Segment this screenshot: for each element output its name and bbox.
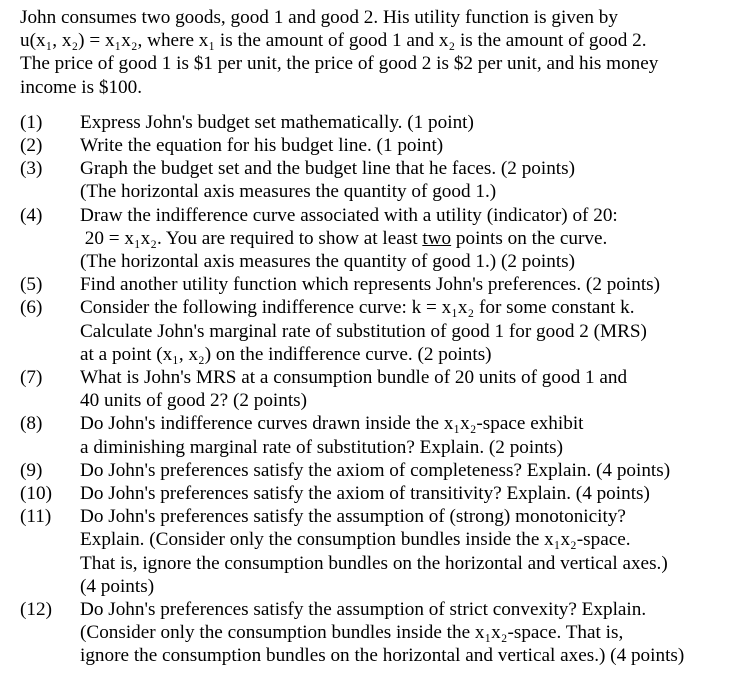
question-number: (1)	[20, 111, 43, 133]
question-text	[80, 134, 725, 157]
question-line: (Consider only the consumption bundles inside the x₁x₂-space. That is,	[80, 622, 624, 644]
intro-line: u(x₁, x₂) = x₁x₂, where x₁ is the amount of good 1 and x₂ is the amount of good 2.	[20, 30, 647, 52]
question-7	[20, 366, 725, 412]
question-11	[20, 505, 725, 598]
question-line	[80, 227, 725, 250]
question-line-part: points on the curve.	[451, 227, 608, 249]
question-line: Do John's indifference curves drawn inside the x₁x₂-space exhibit	[80, 413, 584, 435]
question-line: at a point (x₁, x₂) on the indifference curve. (2 points)	[80, 343, 492, 365]
question-line-part: 20 = x₁x₂. You are required to show at least	[84, 227, 423, 249]
question-number: (4)	[20, 204, 43, 226]
question-line: ignore the consumption bundles on the horizontal and vertical axes.) (4 points)	[80, 645, 685, 667]
question-line: Express John's budget set mathematically. (1 point)	[80, 111, 474, 133]
question-line: Do John's preferences satisfy the axiom of transitivity? Explain. (4 points)	[80, 483, 650, 505]
question-5	[20, 273, 725, 296]
question-text	[80, 296, 725, 366]
question-text	[80, 482, 725, 505]
question-line: 40 units of good 2? (2 points)	[80, 390, 308, 412]
question-text	[80, 412, 725, 458]
intro-line: The price of good 1 is $1 per unit, the price of good 2 is $2 per unit, and his money	[20, 53, 659, 75]
question-number: (9)	[20, 459, 43, 481]
question-number: (12)	[20, 599, 52, 621]
intro-line: income is $100.	[20, 76, 143, 98]
question-2	[20, 134, 725, 157]
question-line: Calculate John's marginal rate of substitution of good 1 for good 2 (MRS)	[80, 320, 647, 342]
question-line: (The horizontal axis measures the quantity of good 1.) (2 points)	[80, 251, 576, 273]
question-line: Draw the indifference curve associated with a utility (indicator) of 20:	[80, 204, 618, 226]
question-text	[80, 598, 725, 668]
question-line: Find another utility function which represents John's preferences. (2 points)	[80, 274, 661, 296]
question-text	[80, 505, 725, 598]
question-4	[20, 204, 725, 274]
question-text	[80, 111, 725, 134]
question-number: (7)	[20, 367, 43, 389]
question-number: (2)	[20, 135, 43, 157]
question-10	[20, 482, 725, 505]
question-number: (6)	[20, 297, 43, 319]
question-text	[80, 459, 725, 482]
question-line: Graph the budget set and the budget line that he faces. (2 points)	[80, 158, 575, 180]
question-text	[80, 273, 725, 296]
question-line: (4 points)	[80, 575, 155, 597]
question-line: That is, ignore the consumption bundles on the horizontal and vertical axes.)	[80, 552, 668, 574]
question-text	[80, 366, 725, 412]
underlined-word: two	[422, 227, 452, 249]
question-6	[20, 296, 725, 366]
question-line: (The horizontal axis measures the quantity of good 1.)	[80, 181, 497, 203]
question-line: a diminishing marginal rate of substitution? Explain. (2 points)	[80, 436, 563, 458]
question-number: (5)	[20, 274, 43, 296]
question-line: Explain. (Consider only the consumption bundles inside the x₁x₂-space.	[80, 529, 631, 551]
question-line: Write the equation for his budget line. (1 point)	[80, 135, 444, 157]
question-12	[20, 598, 725, 668]
question-number: (8)	[20, 413, 43, 435]
problem-intro	[20, 6, 725, 99]
question-number: (3)	[20, 158, 43, 180]
question-1	[20, 111, 725, 134]
question-line: Do John's preferences satisfy the axiom of completeness? Explain. (4 points)	[80, 459, 671, 481]
question-number: (11)	[20, 506, 52, 528]
question-line: Do John's preferences satisfy the assumption of (strong) monotonicity?	[80, 506, 626, 528]
question-number: (10)	[20, 483, 52, 505]
question-3	[20, 157, 725, 203]
question-line: Consider the following indifference curve: k = x₁x₂ for some constant k.	[80, 297, 635, 319]
question-text	[80, 204, 725, 274]
question-9	[20, 459, 725, 482]
question-line: What is John's MRS at a consumption bundle of 20 units of good 1 and	[80, 367, 628, 389]
question-text	[80, 157, 725, 203]
question-line: Do John's preferences satisfy the assumption of strict convexity? Explain.	[80, 599, 647, 621]
question-8	[20, 412, 725, 458]
intro-line: John consumes two goods, good 1 and good 2. His utility function is given by	[20, 7, 618, 28]
question-list	[20, 111, 725, 668]
